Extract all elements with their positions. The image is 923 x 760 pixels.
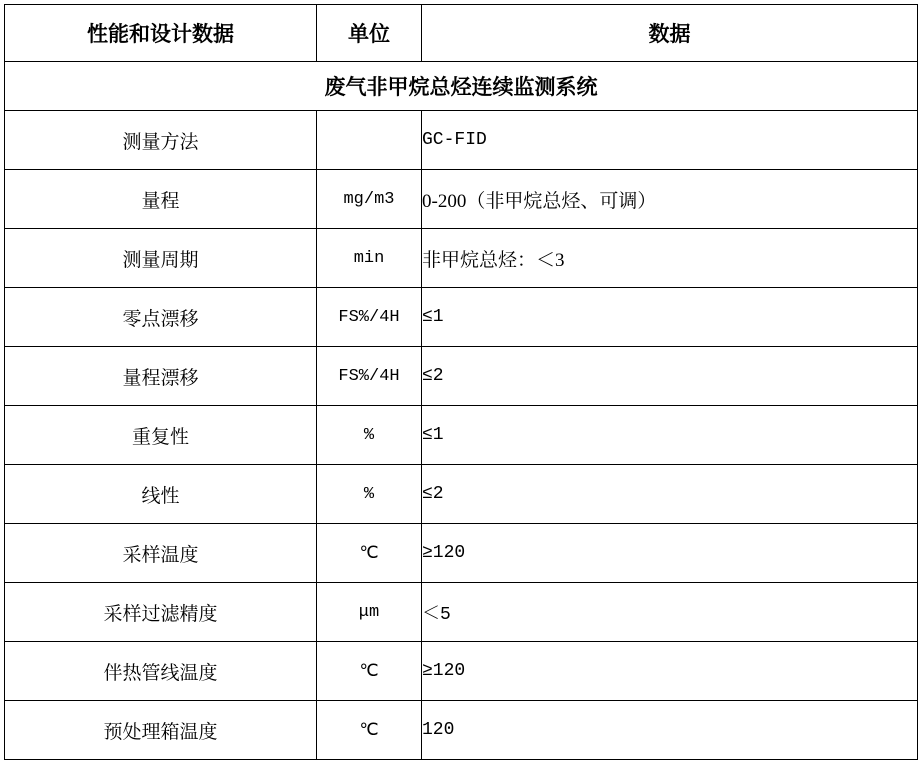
row-unit: ℃ bbox=[317, 701, 422, 760]
table-body bbox=[5, 5, 918, 760]
table-row bbox=[5, 465, 918, 524]
row-name: 量程漂移 bbox=[5, 347, 317, 406]
column-header-unit: 单位 bbox=[317, 5, 422, 62]
row-name: 测量方法 bbox=[5, 111, 317, 170]
row-name: 伴热管线温度 bbox=[5, 642, 317, 701]
row-unit: μm bbox=[317, 583, 422, 642]
section-title: 废气非甲烷总烃连续监测系统 bbox=[5, 62, 918, 111]
table-header-row bbox=[5, 5, 918, 62]
document-page bbox=[0, 4, 923, 752]
row-data: ≤2 bbox=[422, 465, 918, 524]
row-data: ≥120 bbox=[422, 642, 918, 701]
row-unit bbox=[317, 111, 422, 170]
row-data: ≤1 bbox=[422, 288, 918, 347]
row-unit: % bbox=[317, 406, 422, 465]
row-name: 采样过滤精度 bbox=[5, 583, 317, 642]
row-name: 测量周期 bbox=[5, 229, 317, 288]
row-name: 预处理箱温度 bbox=[5, 701, 317, 760]
row-data: 非甲烷总烃：＜3 bbox=[422, 229, 918, 288]
table-row bbox=[5, 583, 918, 642]
row-name: 量程 bbox=[5, 170, 317, 229]
column-header-name: 性能和设计数据 bbox=[5, 5, 317, 62]
table-row bbox=[5, 111, 918, 170]
table-row bbox=[5, 347, 918, 406]
row-unit: ℃ bbox=[317, 642, 422, 701]
row-name: 零点漂移 bbox=[5, 288, 317, 347]
row-unit: FS%/4H bbox=[317, 347, 422, 406]
row-data: 120 bbox=[422, 701, 918, 760]
row-unit: FS%/4H bbox=[317, 288, 422, 347]
row-data: GC-FID bbox=[422, 111, 918, 170]
table-row bbox=[5, 288, 918, 347]
table-row bbox=[5, 701, 918, 760]
row-name: 重复性 bbox=[5, 406, 317, 465]
row-data: ≤1 bbox=[422, 406, 918, 465]
specification-table bbox=[4, 4, 918, 760]
row-unit: % bbox=[317, 465, 422, 524]
row-name: 线性 bbox=[5, 465, 317, 524]
table-row bbox=[5, 229, 918, 288]
section-title-row bbox=[5, 62, 918, 111]
row-data: ≥120 bbox=[422, 524, 918, 583]
row-unit: mg/m3 bbox=[317, 170, 422, 229]
row-name: 采样温度 bbox=[5, 524, 317, 583]
table-row bbox=[5, 170, 918, 229]
table-row bbox=[5, 524, 918, 583]
table-row bbox=[5, 642, 918, 701]
row-data: ＜5 bbox=[422, 583, 918, 642]
row-unit: min bbox=[317, 229, 422, 288]
column-header-data: 数据 bbox=[422, 5, 918, 62]
row-data: 0-200（非甲烷总烃、可调） bbox=[422, 170, 918, 229]
row-unit: ℃ bbox=[317, 524, 422, 583]
table-row bbox=[5, 406, 918, 465]
row-data: ≤2 bbox=[422, 347, 918, 406]
